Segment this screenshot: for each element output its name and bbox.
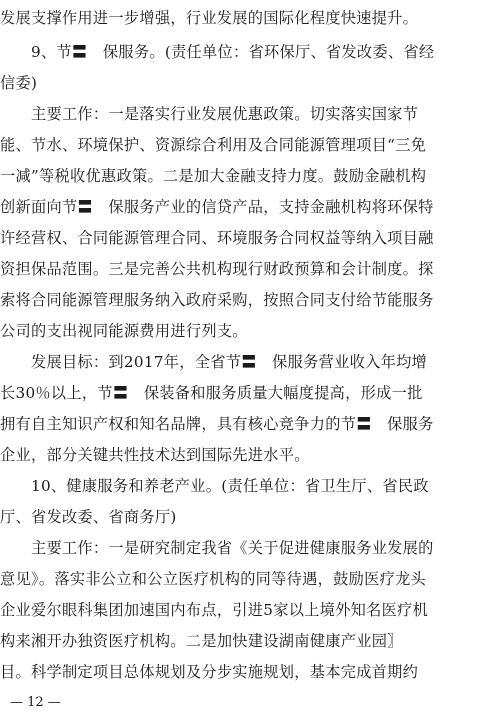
text-line: 主要工作：一是落实行业发展优惠政策。切实落实国家节 — [0, 105, 419, 123]
text-line: 10、健康服务和养老产业。(责任单位：省卫生厅、省民政 — [0, 477, 429, 495]
page-number: — 12 — — [10, 695, 61, 710]
text-line: 能、节水、环境保护、资源综合利用及合同能源管理项目“三免 — [0, 136, 427, 154]
text-line: 企业爱尔眼科集团加速国内布点，引进5家以上境外知名医疗机 — [0, 601, 429, 619]
text-line: 9、节〓 保服务。(责任单位：省环保厅、省发改委、省经 — [0, 43, 435, 61]
text-line: 信委) — [0, 74, 38, 92]
text-line: 企业，部分关键共性技术达到国际先进水平。 — [0, 446, 310, 464]
text-line: 资担保品范围。三是完善公共机构现行财政预算和会计制度。探 — [0, 260, 434, 278]
text-line: 目。科学制定项目总体规划及分步实施规划，基本完成首期约 — [0, 663, 419, 681]
text-line: 拥有自主知识产权和知名品牌，具有核心竞争力的节〓 保服务 — [0, 415, 434, 433]
text-line: 意见》。落实非公立和公立医疗机构的同等待遇，鼓励医疗龙头 — [0, 570, 427, 588]
text-line: 厅、省发改委、省商务厅) — [0, 508, 177, 526]
text-line: 发展支撑作用进一步增强，行业发展的国际化程度快速提升。 — [0, 9, 419, 27]
text-line: 许经营权、合同能源管理合同、环境服务合同权益等纳入项目融 — [0, 229, 434, 247]
text-line: 发展目标：到2017年，全省节〓 保服务营业收入年均增 — [0, 353, 428, 371]
text-line: 一减”等税收优惠政策。二是加大金融支持力度。鼓励金融机构 — [0, 167, 427, 185]
text-line: 构来湘开办独资医疗机构。二是加快建设湖南健康产业园〗 — [0, 632, 403, 650]
text-line: 索将合同能源管理服务纳入政府采购，按照合同支付给节能服务 — [0, 291, 434, 309]
text-line: 主要工作：一是研究制定我省《关于促进健康服务业发展的 — [0, 539, 434, 557]
text-line: 创新面向节〓 保服务产业的信贷产品，支持金融机构将环保特 — [0, 198, 434, 216]
text-line: 公司的支出视同能源费用进行列支。 — [0, 322, 248, 340]
text-line: 长30％以上，节〓 保装备和服务质量大幅度提高，形成一批 — [0, 384, 423, 402]
